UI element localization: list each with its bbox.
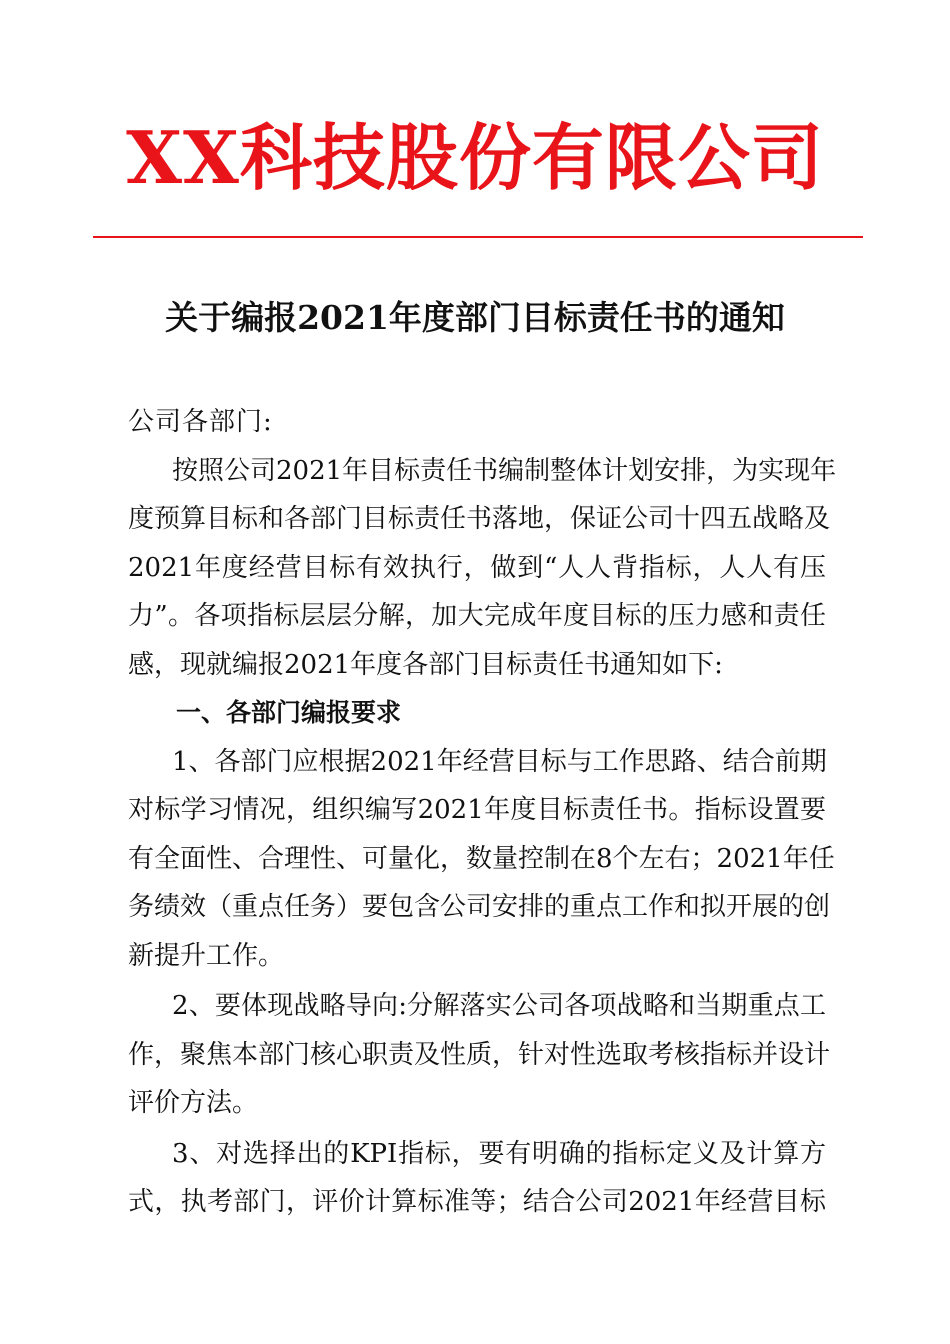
paragraph-line: 新提升工作。 [128, 940, 285, 971]
paragraph-line: 2021年度经营目标有效执行，做到“人人背指标，人人有压 [128, 552, 826, 583]
paragraph-line: 度预算目标和各部门目标责任书落地，保证公司十四五战略及 [128, 504, 831, 534]
paragraph-line: 感，现就编报2021年度各部门目标责任书通知如下: [128, 649, 723, 680]
paragraph-item-1 [128, 738, 835, 981]
paragraph-item-3 [128, 1130, 826, 1227]
paragraph-line: 有全面性、合理性、可量化，数量控制在8个左右；2021年任 [128, 843, 835, 874]
paragraph-line: 力”。各项指标层层分解，加大完成年度目标的压力感和责任 [128, 601, 826, 631]
section-heading: 一、各部门编报要求 [176, 698, 402, 727]
company-name-header: XX科技股份有限公司 [126, 115, 824, 200]
paragraph-line: 对标学习情况，组织编写2021年度目标责任书。指标设置要 [128, 795, 826, 825]
salutation: 公司各部门: [128, 407, 273, 437]
paragraph-line: 按照公司2021年目标责任书编制整体计划安排，为实现年 [172, 455, 837, 486]
paragraph-line: 评价方法。 [128, 1088, 259, 1118]
document-title: 关于编报2021年度部门目标责任书的通知 [165, 298, 785, 337]
paragraph-line: 式，执考部门，评价计算标准等；结合公司2021年经营目标 [128, 1187, 826, 1217]
paragraph-line: 作，聚焦本部门核心职责及性质，针对性选取考核指标并设计 [128, 1039, 831, 1070]
red-divider-line [93, 236, 863, 238]
paragraph-line: 务绩效（重点任务）要包含公司安排的重点工作和拟开展的创 [128, 892, 831, 922]
paragraph-line: 1、各部门应根据2021年经营目标与工作思路、结合前期 [172, 746, 827, 777]
paragraph-intro [128, 447, 837, 690]
document-body [128, 398, 837, 1227]
paragraph-line: 2、要体现战略导向:分解落实公司各项战略和当期重点工 [172, 991, 826, 1021]
paragraph-line: 3、对选择出的KPI指标，要有明确的指标定义及计算方 [172, 1138, 826, 1169]
paragraph-item-2 [128, 982, 831, 1128]
